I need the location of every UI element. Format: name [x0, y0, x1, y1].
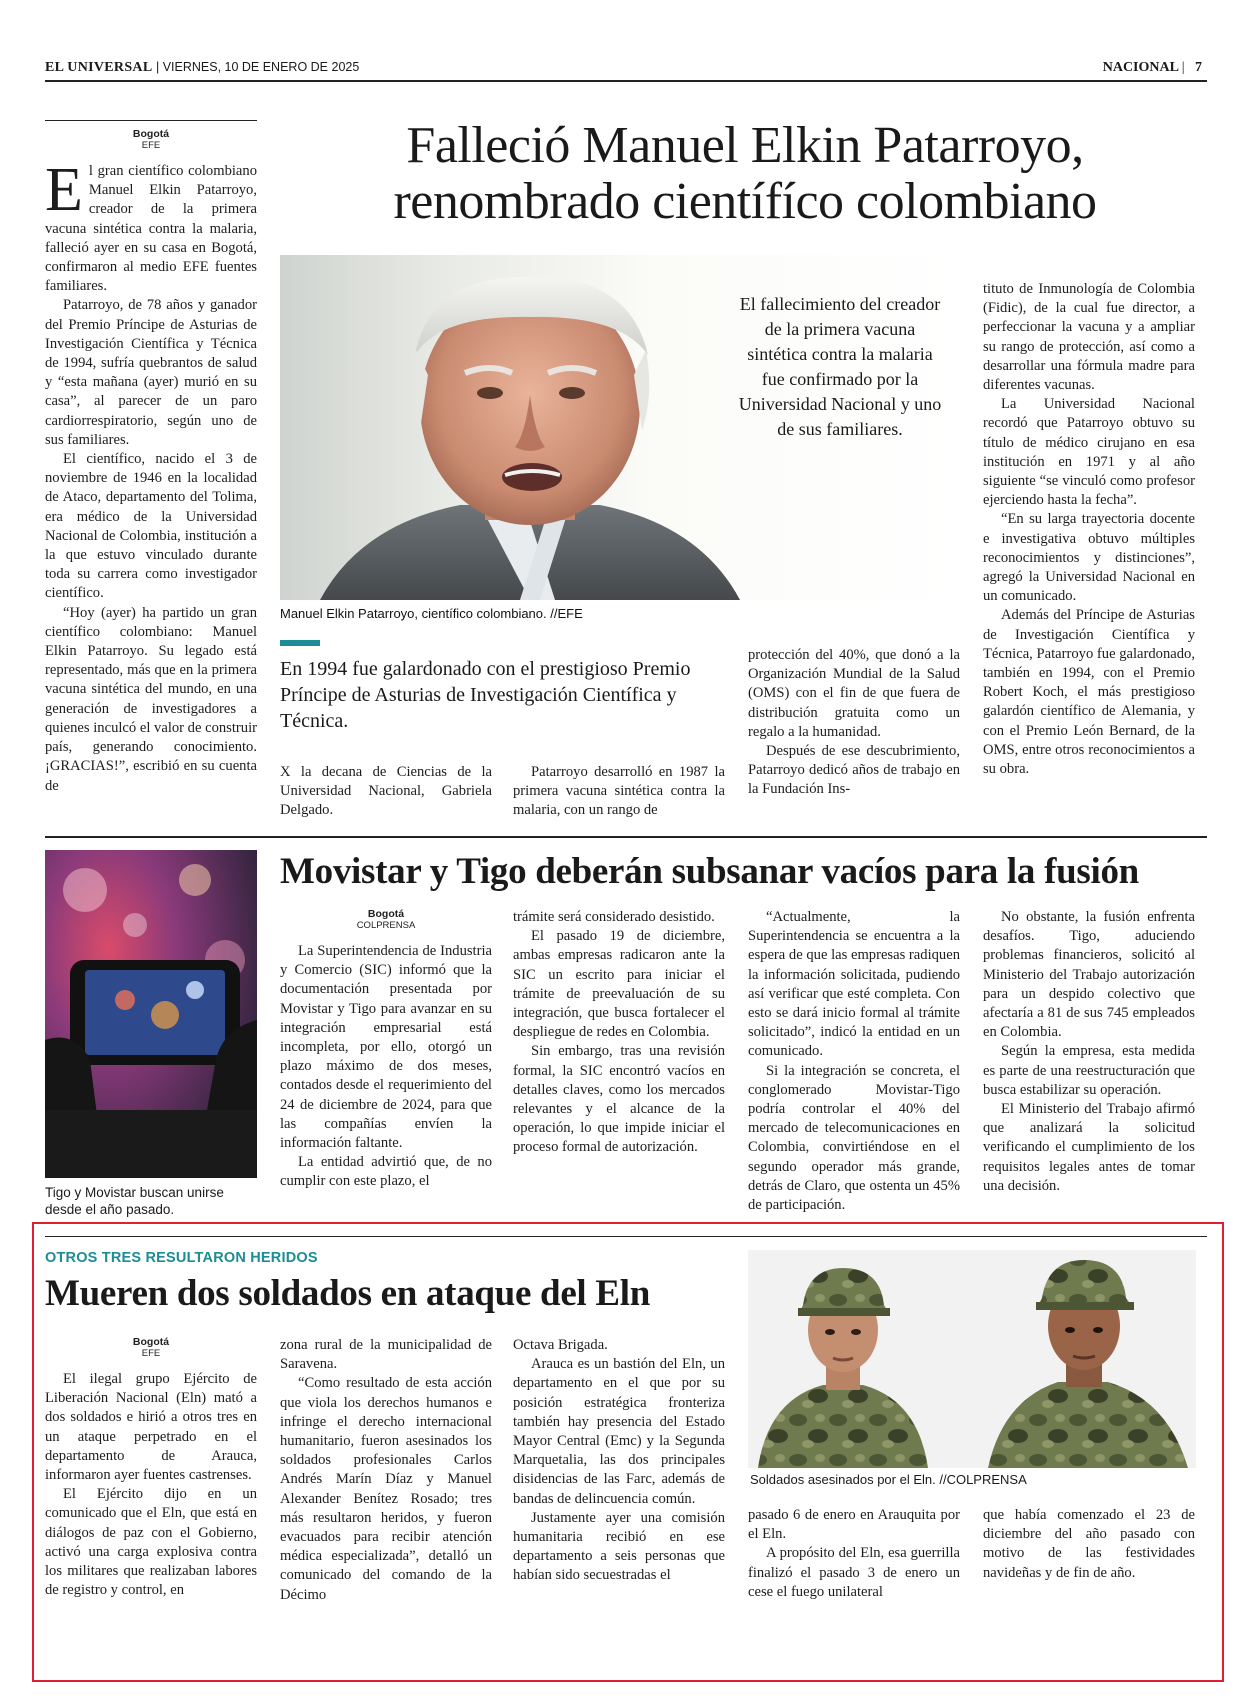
soldiers-photo: [748, 1250, 1196, 1468]
story2-paragraph: No obstante, la fusión enfrenta desafíos. Tigo, aduciendo problemas financieros, solicitó al Ministerio del Trabajo autorización para un despido colectivo que afectaría a 81 de sus 745 empleados en Colombia.: [983, 909, 1195, 1041]
story3-paragraph: El ilegal grupo Ejército de Liberación Nacional (Eln) mató a dos soldados e hirió a otros tres en un ataque perpetrado en el departamento de Arauca, informaron ayer fuentes castrenses.: [45, 1371, 257, 1484]
story1-paragraph: La Universidad Nacional recordó que Patarroyo obtuvo su título de médico cirujano en esa institución en 1971 y al año siguiente “se vinculó como profesor ejerciendo hasta la fecha”.: [983, 396, 1195, 509]
story1-paragraph: Patarroyo desarrolló en 1987 la primera vacuna sintética contra la malaria, con un rango de: [513, 764, 725, 819]
story3-column-2: [280, 1336, 492, 1605]
story3-column-1: [45, 1336, 257, 1600]
story1-column-1: [45, 128, 257, 796]
story2-paragraph: “Actualmente, la Superintendencia se encuentra a la espera de que las empresas radiquen la información solicitada, pudiendo así verificar que esté completa. Con esto se dará inicio formal al trámite solicitado”, indicó la entidad en un comunicado.: [748, 909, 960, 1060]
header-separator: |: [155, 60, 163, 74]
page-header-left: [45, 60, 359, 76]
story2-paragraph: Sin embargo, tras una revisión formal, la SIC encontró vacíos en detalles claves, como los mercados relevantes y el alcance de la operación, lo que impide iniciar el proceso formal de autorización.: [513, 1043, 725, 1156]
story2-paragraph: Según la empresa, esta medida es parte de una reestructuración que busca estabilizar su operación.: [983, 1043, 1195, 1098]
story1-paragraph: El gran científico colombiano Manuel Elkin Patarroyo, creador de la primera vacuna sintética contra la malaria, falleció ayer en su casa en Bogotá, confirmaron al medio EFE fuentes familiares.: [45, 156, 257, 295]
soldiers-photo-caption: Soldados asesinados por el Eln. //COLPRENSA: [750, 1472, 1027, 1487]
header-separator: |: [1181, 60, 1192, 75]
story2-headline: Movistar y Tigo deberán subsanar vacíos para la fusión: [280, 851, 1139, 892]
story3-paragraph: Arauca es un bastión del Eln, un departamento en el que por su posición estratégica fronteriza también hay presencia del Estado Mayor Central (Emc) y la Segunda Marquetalia, las dos principales disidencias de las Farc, además de bandas de delincuencia común.: [513, 1356, 725, 1507]
story2-paragraph: Si la integración se concreta, el conglomerado Movistar-Tigo podría controlar el 40% del mercado de telecomunicaciones en Colombia, convirtiéndose en el segundo operador más grande, detrás de Claro, que ostenta un 45% de participación.: [748, 1062, 960, 1214]
story1-headline: Falleció Manuel Elkin Patarroyo, renombrado científíco colombiano: [393, 117, 1097, 230]
story2-column-2: [513, 908, 725, 1158]
story3-paragraph: que había comenzado el 23 de diciembre del año pasado con motivo de las festividades navideñas y de fin de año.: [983, 1507, 1195, 1581]
pullquote-accent-bar: [280, 640, 320, 646]
story3-paragraph: Justamente ayer una comisión humanitaria recibió en ese departamento a seis personas que habían sido secuestradas el: [513, 1509, 725, 1584]
story1-dateline: [45, 128, 257, 152]
story2-dateline: [280, 908, 492, 932]
story1-paragraph: tituto de Inmunología de Colombia (Fidic), de la cual fue director, a perfeccionar la vacuna y a ampliar su rango de protección, así como a desarrollar una fórmula madre para diferentes vacunas.: [983, 281, 1195, 394]
story3-column-5: [983, 1506, 1195, 1583]
story2-column-4: [983, 908, 1195, 1196]
story3-paragraph: Octava Brigada.: [513, 1337, 608, 1353]
story3-headline: Mueren dos soldados en ataque del Eln: [45, 1273, 651, 1314]
story2-column-3: [748, 908, 960, 1215]
story2-paragraph: La Superintendencia de Industria y Comercio (SIC) informó que la documentación presentada por Movistar y Tigo para avanzar en su integración empresarial está incompleta, por ello, otorgó un plazo máximo de dos meses, contados desde el requerimiento del 24 de diciembre de 2024, para que las compañías envíen la información faltante.: [280, 943, 492, 1152]
drop-cap: E: [45, 156, 83, 224]
story1-column-4: [748, 646, 960, 800]
patarroyo-photo-caption: Manuel Elkin Patarroyo, científico colombiano. //EFE: [280, 606, 583, 621]
story3-kicker: OTROS TRES RESULTARON HERIDOS: [45, 1250, 318, 1266]
story-separator-rule: [45, 836, 1207, 838]
story1-paragraph: Además del Príncipe de Asturias de Investigación Científica y Técnica, Patarroyo fue galardonado, también en 1994, con el Premio Robert Koch, el más prestigioso galardón científico de Alemania, y con el Premio León Bernard, de la OMS, entre otros reconocimientos a su obra.: [983, 607, 1195, 778]
dateline-city: Bogotá: [132, 128, 170, 140]
header-date: VIERNES, 10 DE ENERO DE 2025: [162, 60, 360, 74]
dateline-agency: EFE: [141, 1348, 161, 1359]
phone-illustration: [45, 850, 257, 1178]
newspaper-brand: EL UNIVERSAL: [45, 60, 153, 75]
story1-paragraph: “Hoy (ayer) ha partido un gran científico colombiano: Manuel Elkin Patarroyo. Su legado está representado, más que en la primera vacuna sintética del mundo, en una generación de investigadores a quienes inculcó el valor de construir país, generando conocimiento. ¡GRACIAS!”, escribió en su cuenta de: [45, 604, 257, 794]
story2-paragraph: El pasado 19 de diciembre, ambas empresas radicaron ante la SIC un escrito para iniciar el trámite de preevaluación de su integración, que busca fortalecer el despliegue de redes en Colombia.: [513, 928, 725, 1041]
story1-column-5: [983, 280, 1195, 779]
story-separator-rule: [45, 1236, 1207, 1237]
story3-paragraph: pasado 6 de enero en Arauquita por el Eln.: [748, 1507, 960, 1543]
dateline-city: Bogotá: [132, 1336, 170, 1348]
story1-column-2: [280, 763, 492, 821]
dateline-agency: EFE: [141, 140, 161, 151]
story1-paragraph: protección del 40%, que donó a la Organización Mundial de la Salud (OMS) con el fin de que fuera de distribución gratuita como un regalo a la humanidad.: [748, 647, 960, 740]
story3-dateline: [45, 1336, 257, 1360]
story3-paragraph: El Ejército dijo en un comunicado que el Eln, que está en diálogos de paz con el Gobierno, activó una carga explosiva contra los militares que realizaban labores de registro y control, en: [45, 1486, 257, 1599]
column-rule: [45, 120, 257, 121]
story1-paragraph: El científico, nacido el 3 de noviembre de 1946 en la localidad de Ataco, departamento del Tolima, era médico de la Universidad Nacional de Colombia, institución a la que estuvo vinculado durante toda su carrera como investigador científico.: [45, 451, 257, 602]
page-number: 7: [1195, 60, 1202, 75]
story2-paragraph: El Ministerio del Trabajo afirmó que analizará la solicitud verificando el cumplimiento de los requisitos legales antes de tomar una decisión.: [983, 1101, 1195, 1194]
story1-deck: El fallecimiento del creador de la primera vacuna sintética contra la malaria fue confirmado por la Universidad Nacional y uno de sus familiares.: [738, 294, 942, 439]
section-name: NACIONAL: [1102, 60, 1179, 75]
story1-pullquote: En 1994 fue galardonado con el prestigioso Premio Príncipe de Asturias de Investigación Científica y Técnica.: [280, 658, 691, 732]
phone-photo: [45, 850, 257, 1178]
soldiers-illustration: [748, 1250, 1196, 1468]
story1-paragraph: Después de ese descubrimiento, Patarroyo dedicó años de trabajo en la Fundación Ins-: [748, 743, 960, 798]
header-rule: [45, 80, 1207, 82]
story3-paragraph: zona rural de la municipalidad de Saravena.: [280, 1337, 492, 1373]
story1-column-3: [513, 763, 725, 821]
story1-paragraph: “En su larga trayectoria docente e investigativa obtuvo múltiples reconocimientos y distinciones”, agregó la Universidad Nacional en un comunicado.: [983, 511, 1195, 605]
story3-column-4: [748, 1506, 960, 1602]
story3-paragraph: A propósito del Eln, esa guerrilla finalizó el pasado 3 de enero un cese el fuego unilateral: [748, 1545, 960, 1600]
story3-paragraph: “Como resultado de esta acción que viola los derechos humanos e infringe el derecho internacional humanitario, fueron asesinados los soldados profesionales Carlos Andrés Marín Díaz y Manuel Alexander Benítez Rosado; tres más resultaron heridos, y fueron evacuados para recibir atención médica especializada”, detalló un comunicado del comando de la Décimo: [280, 1375, 492, 1603]
story2-paragraph: La entidad advirtió que, de no cumplir con este plazo, el: [280, 1154, 492, 1190]
phone-photo-caption: Tigo y Movistar buscan unirse desde el año pasado.: [45, 1185, 224, 1217]
page-header-right: [1103, 60, 1202, 76]
story1-paragraph: X la decana de Ciencias de la Universidad Nacional, Gabriela Delgado.: [280, 764, 492, 819]
story2-column-1: [280, 908, 492, 1192]
story3-column-3: [513, 1336, 725, 1586]
story1-paragraph: Patarroyo, de 78 años y ganador del Premio Príncipe de Asturias de Investigación Científica y Técnica de 1994, sufría quebrantos de salud y “esta mañana (ayer) murió en su casa”, al parecer de un paro cardiorrespiratorio, según uno de sus familiares.: [45, 297, 257, 448]
dateline-agency: COLPRENSA: [356, 920, 416, 931]
dateline-city: Bogotá: [367, 908, 405, 920]
story2-paragraph: trámite será considerado desistido.: [513, 909, 715, 925]
